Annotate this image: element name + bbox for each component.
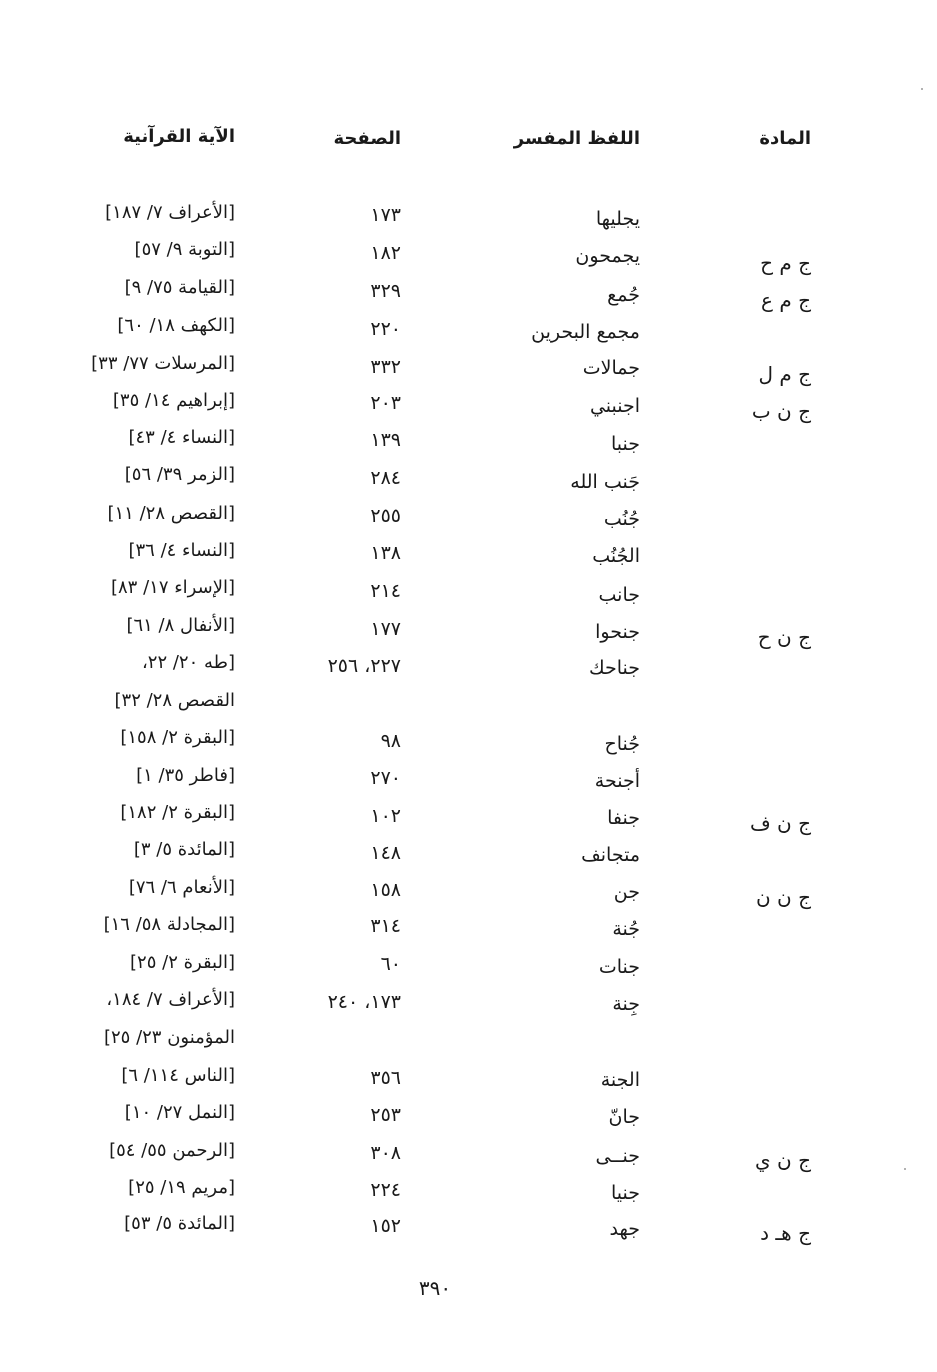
row-word: جناحك — [588, 657, 640, 679]
row-page: ١٠٢ — [370, 805, 401, 827]
row-verse: [الزمر ٣٩/ ٥٦] — [124, 464, 235, 485]
row-page: ١٤٨ — [370, 842, 401, 864]
row-page: ٢٧٠ — [370, 767, 401, 789]
row-materia: ج ن ي — [755, 1148, 811, 1172]
row-verse: [البقرة ٢/ ١٥٨] — [120, 727, 235, 748]
row-word: جنحوا — [595, 621, 640, 643]
row-page: ٣٠٨ — [370, 1142, 401, 1164]
row-page: ١٧٧ — [370, 618, 401, 640]
row-verse: [الإسراء ١٧/ ٨٣] — [110, 577, 235, 598]
row-page: ٢٨٤ — [370, 467, 401, 489]
header-word: اللفظ المفسر — [513, 128, 640, 149]
row-word: جُناح — [604, 733, 640, 755]
row-word: جن — [613, 881, 640, 903]
row-verse: [المائدة ٥/ ٥٣] — [124, 1213, 235, 1234]
row-word: الجُنُب — [592, 545, 640, 567]
row-verse: [إبراهيم ١٤/ ٣٥] — [112, 390, 235, 411]
header-verse: الآية القرآنية — [123, 126, 235, 147]
row-materia: ج ن ب — [751, 399, 811, 423]
row-verse: [مريم ١٩/ ٢٥] — [128, 1177, 235, 1198]
row-verse: القصص ٢٨/ ٣٢] — [114, 690, 235, 711]
row-materia: ج ن ن — [756, 885, 811, 909]
row-verse: [البقرة ٢/ ١٨٢] — [120, 802, 235, 823]
row-word: جانّ — [608, 1106, 640, 1128]
row-verse: [الرحمن ٥٥/ ٥٤] — [109, 1140, 235, 1161]
row-page: ١٣٨ — [370, 542, 401, 564]
row-page: ٣٥٦ — [370, 1067, 401, 1089]
row-word: جُنُب — [603, 508, 640, 530]
row-verse: [الأنعام ٦/ ٧٦] — [128, 877, 235, 898]
row-page: ١٧٣ — [370, 204, 401, 226]
row-word: جمالات — [582, 357, 640, 379]
row-word: جِنة — [612, 993, 640, 1015]
row-verse: [الأنفال ٨/ ٦١] — [126, 615, 235, 636]
row-page: ١٧٣، ٢٤٠ — [327, 991, 401, 1013]
row-page: ٣٢٩ — [370, 280, 401, 302]
row-verse: [الناس ١١٤/ ٦] — [121, 1065, 235, 1086]
row-page: ٢٢٤ — [370, 1179, 401, 1201]
row-verse: [القيامة ٧٥/ ٩] — [124, 277, 235, 298]
row-word: جَنب الله — [570, 471, 640, 493]
row-page: ١٣٩ — [370, 429, 401, 451]
scan-speck — [904, 1168, 906, 1170]
row-page: ٢٠٣ — [370, 392, 401, 414]
row-word: مجمع البحرين — [531, 321, 640, 343]
row-page: ٢٢٠ — [370, 318, 401, 340]
row-word: جانب — [598, 584, 640, 606]
row-page: ١٨٢ — [370, 242, 401, 264]
header-page: الصفحة — [333, 128, 401, 149]
row-word: أجنحة — [594, 770, 640, 792]
row-verse: [النساء ٤/ ٣٦] — [128, 540, 235, 561]
row-materia: ج ن ف — [749, 811, 811, 835]
header-materia: المادة — [759, 128, 811, 149]
row-page: ٢٥٣ — [370, 1104, 401, 1126]
row-page: ٢٢٧، ٢٥٦ — [327, 655, 401, 677]
row-verse: [المائدة ٥/ ٣] — [133, 839, 235, 860]
row-verse: [البقرة ٢/ ٢٥] — [130, 952, 235, 973]
row-word: متجانف — [581, 844, 640, 866]
row-verse: [الأعراف ٧/ ١٨٤، — [106, 989, 235, 1010]
row-word: جهد — [609, 1218, 640, 1240]
row-verse: [النساء ٤/ ٤٣] — [128, 427, 235, 448]
row-verse: [المجادلة ٥٨/ ١٦] — [103, 914, 235, 935]
row-word: جنبا — [610, 433, 640, 455]
row-word: اجنبني — [589, 395, 640, 417]
row-page: ١٥٨ — [370, 879, 401, 901]
row-verse: [الأعراف ٧/ ١٨٧] — [105, 202, 235, 223]
row-materia: ج هـ د — [760, 1221, 811, 1245]
row-verse: [فاطر ٣٥/ ١] — [136, 765, 235, 786]
row-word: جنات — [598, 956, 640, 978]
row-page: ٣٣٢ — [370, 356, 401, 378]
row-verse: [طه ٢٠/ ٢٢، — [141, 652, 235, 673]
row-page: ٢٥٥ — [370, 505, 401, 527]
row-word: جُمع — [607, 284, 640, 306]
row-word: جنفا — [607, 807, 640, 829]
page-number: ٣٩٠ — [418, 1276, 452, 1300]
row-verse: المؤمنون ٢٣/ ٢٥] — [103, 1027, 235, 1048]
row-word: جُنة — [612, 918, 640, 940]
row-materia: ج م ح — [760, 251, 811, 275]
row-page: ١٥٢ — [370, 1215, 401, 1237]
row-page: ٩٨ — [380, 730, 401, 752]
scan-speck — [921, 88, 923, 90]
row-verse: [القصص ٢٨/ ١١] — [107, 503, 235, 524]
row-verse: [النمل ٢٧/ ١٠] — [124, 1102, 235, 1123]
row-word: جنيا — [610, 1182, 640, 1204]
row-verse: [التوبة ٩/ ٥٧] — [134, 239, 235, 260]
row-page: ٣١٤ — [370, 915, 401, 937]
row-page: ٦٠ — [380, 953, 401, 975]
row-word: يجمحون — [575, 245, 640, 267]
row-verse: [الكهف ١٨/ ٦٠] — [117, 315, 235, 336]
row-verse: [المرسلات ٧٧/ ٣٣] — [91, 353, 235, 374]
row-word: جنــى — [595, 1145, 640, 1167]
row-word: الجنة — [600, 1069, 640, 1091]
row-materia: ج م ع — [761, 288, 811, 312]
row-word: يجليها — [595, 208, 640, 230]
row-materia: ج ن ح — [757, 625, 811, 649]
row-page: ٢١٤ — [370, 580, 401, 602]
row-materia: ج م ل — [758, 362, 811, 386]
